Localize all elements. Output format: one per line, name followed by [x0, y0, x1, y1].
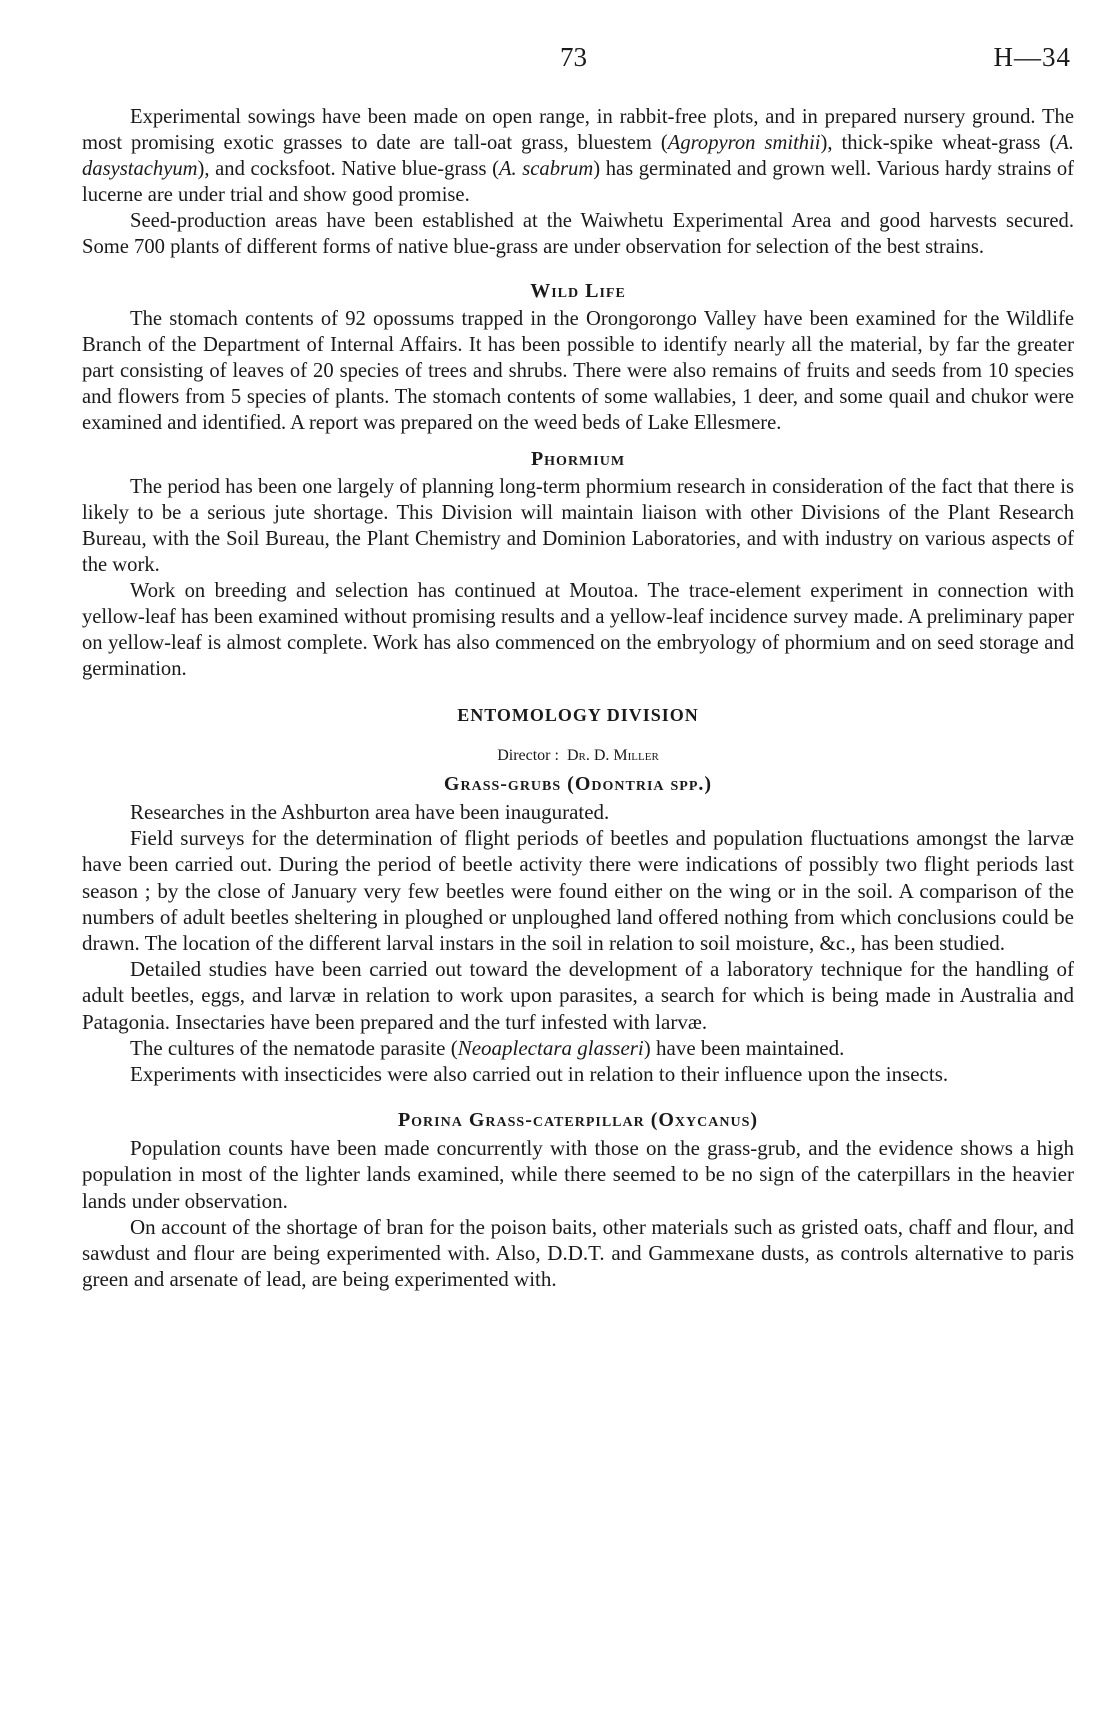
grass-grubs-paragraph-3: Detailed studies have been carried out toward the development of a laboratory technique for the handling of adult beetles, eggs, and larvæ in relation to work upon parasites, a search for which is being made in Australia and Patagonia. Insectaries have been prepared and the turf infested with larvæ.	[82, 957, 1074, 1034]
phormium-paragraph-1: The period has been one largely of planning long-term phormium research in consideration of the fact that there is likely to be a serious jute shortage. This Division will maintain liaison with other Divisions of the Plant Research Bureau, with the Soil Bureau, the Plant Chemistry and Dominion Laboratories, and with industry on various aspects of the work.	[82, 476, 1074, 576]
phormium-heading: Phormium	[530, 448, 626, 470]
page-body	[82, 104, 1074, 1292]
porina-heading: Porina Grass-caterpillar (Oxycanus)	[397, 1109, 759, 1132]
entomology-section	[82, 702, 1074, 1292]
porina-paragraph-2: On account of the shortage of bran for the poison baits, other materials such as gristed oats, chaff and flour, and sawdust and flour are being experimented with. Also, D.D.T. and Gammexane dusts, as controls alternative to paris green and arsenate of lead, are being experimented with.	[82, 1214, 1074, 1292]
wild-life-heading: Wild Life	[530, 280, 626, 302]
intro-paragraph-2: Seed-production areas have been established at the Waiwhetu Experimental Area and good harvests secured. Some 700 plants of different forms of native blue-grass are under observation for selection of the best strains.	[82, 210, 1074, 258]
grass-grubs-paragraph-2: Field surveys for the determination of flight periods of beetles and population fluctuations amongst the larvæ have been carried out. During the period of beetle activity there were indications of possibly two flight periods last season ; by the close of January very few beetles were found either on the wing or in the soil. A comparison of the numbers of adult beetles sheltering in ploughed or unploughed land offered nothing from which conclusions could be drawn. The location of the different larval instars in the soil in relation to soil moisture, &c., has been studied.	[82, 826, 1074, 955]
porina-paragraph-1: Population counts have been made concurrently with those on the grass-grub, and the evidence shows a high population in most of the lighter lands examined, while there seemed to be no sign of the caterpillars in the heavier lands under observation.	[82, 1136, 1074, 1213]
entomology-division-heading: ENTOMOLOGY DIVISION	[457, 705, 699, 725]
phormium-paragraph-2: Work on breeding and selection has continued at Moutoa. The trace-element experiment in connection with yellow-leaf has been examined without promising results and a yellow-leaf incidence survey made. A preliminary paper on yellow-leaf is almost complete. Work has also commenced on the embryology of phormium and on seed storage and germination.	[82, 580, 1074, 680]
director-label: Director :	[497, 746, 559, 764]
intro-section	[82, 104, 1074, 260]
phormium-section	[82, 446, 1074, 682]
grass-grubs-paragraph-5: Experiments with insecticides were also carried out in relation to their influence upon the insects.	[130, 1061, 949, 1086]
director-name: Dr. D. Miller	[566, 746, 659, 764]
grass-grubs-paragraph-4: The cultures of the nematode parasite (Neoaplectara glasseri) have been maintained.	[130, 1035, 845, 1060]
document-reference: H—34	[993, 42, 1071, 72]
wild-life-section	[82, 278, 1074, 436]
grass-grubs-paragraph-1: Researches in the Ashburton area have been inaugurated.	[130, 799, 610, 824]
grass-grubs-heading: Grass-grubs (Odontria spp.)	[443, 772, 713, 795]
page-number: 73	[560, 42, 587, 72]
wild-life-paragraph-1: The stomach contents of 92 opossums trapped in the Orongorongo Valley have been examined for the Wildlife Branch of the Department of Internal Affairs. It has been possible to identify nearly all the material, by far the greater part consisting of leaves of 20 species of trees and shrubs. There were also remains of fruits and seeds from 10 species and flowers from 5 species of plants. The stomach contents of some wallabies, 1 deer, and some quail and chukor were examined and identified. A report was prepared on the weed beds of Lake Ellesmere.	[82, 308, 1074, 434]
director-line	[82, 743, 1074, 769]
intro-paragraph-1: Experimental sowings have been made on open range, in rabbit-free plots, and in prepared nursery ground. The most promising exotic grasses to date are tall-oat grass, bluestem (Agropyron smithii), thick-spike wheat-grass (A. dasystachyum), and cocksfoot. Native blue-grass (A. scabrum) has germinated and grown well. Various hardy strains of lucerne are under trial and show good promise.	[82, 106, 1074, 206]
